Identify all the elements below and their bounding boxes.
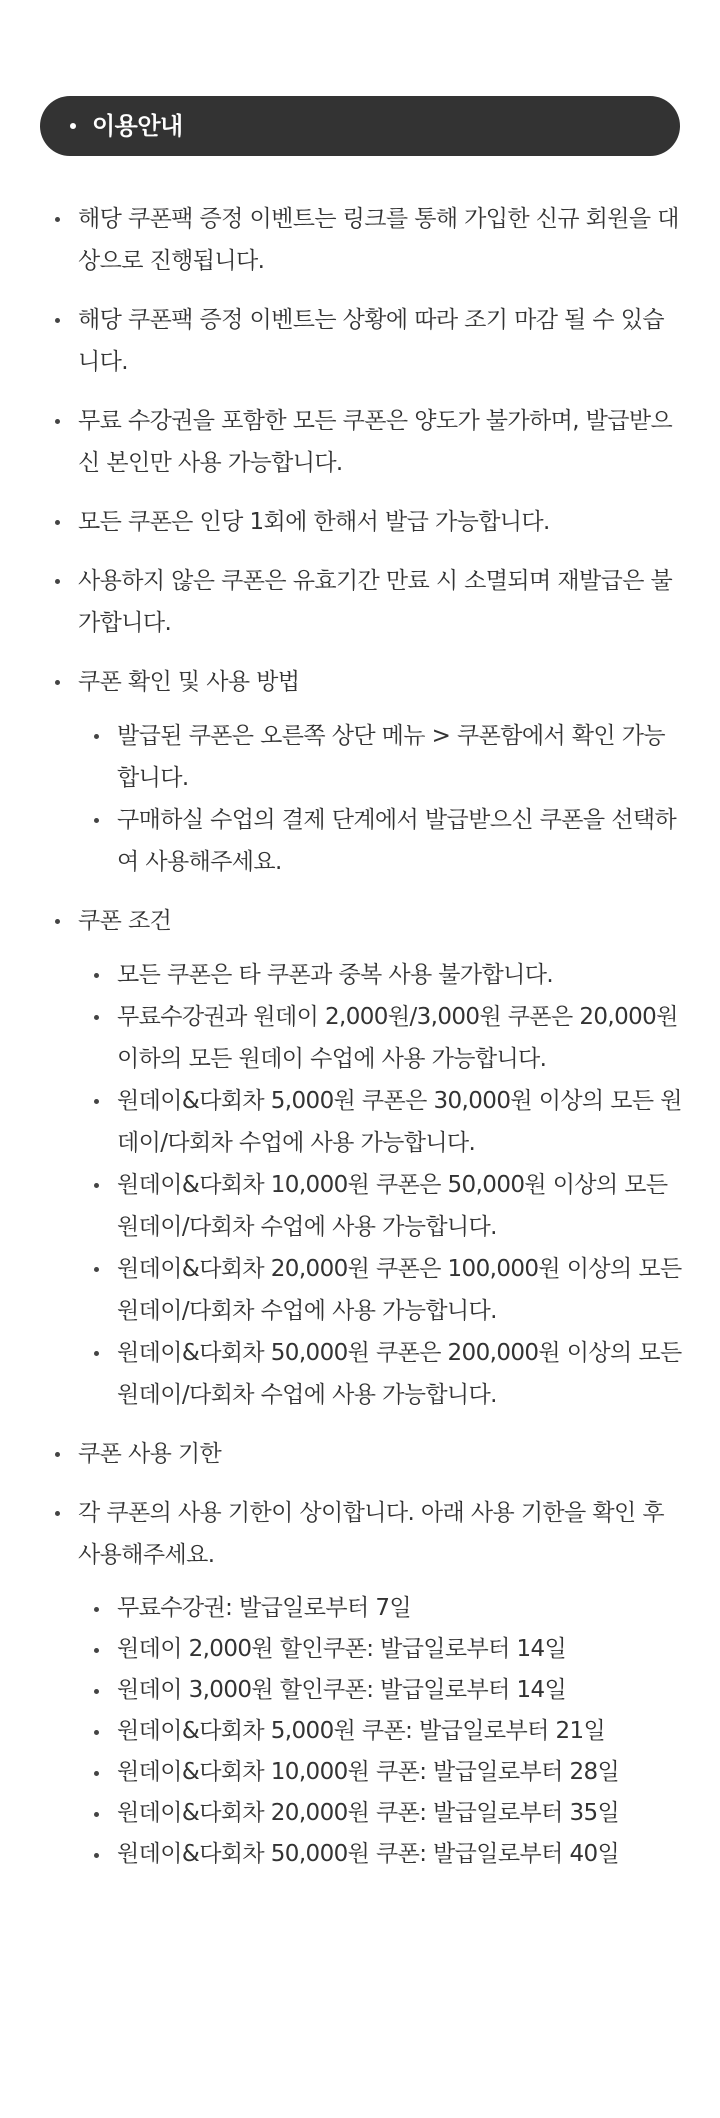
list-item-text: 무료 수강권을 포함한 모든 쿠폰은 양도가 불가하며, 발급받으신 본인만 사용 가능합니다. <box>78 408 673 476</box>
list-item-text: 쿠폰 사용 기한 <box>78 1441 222 1467</box>
list-item <box>49 299 684 383</box>
list-item-period-detail <box>49 1492 684 1875</box>
sub-list-item: 원데이&다회차 5,000원 쿠폰은 30,000원 이상의 모든 원데이/다회차 수업에 사용 가능합니다. <box>78 1080 684 1164</box>
bullet-icon <box>70 123 76 129</box>
notice-content <box>49 198 684 1892</box>
sub-list-item: 원데이&다회차 20,000원 쿠폰은 100,000원 이상의 모든 원데이/다회차 수업에 사용 가능합니다. <box>78 1248 684 1332</box>
notice-list <box>49 198 684 1875</box>
list-item-text: 쿠폰 확인 및 사용 방법 <box>78 669 300 695</box>
sub-list-item: 모든 쿠폰은 타 쿠폰과 중복 사용 불가합니다. <box>78 954 684 996</box>
list-item <box>49 400 684 484</box>
notice-title: 이용안내 <box>92 112 183 140</box>
list-item-coupon-conditions <box>49 900 684 1416</box>
sub-list-item: 원데이&다회차 20,000원 쿠폰: 발급일로부터 35일 <box>78 1793 684 1834</box>
list-item-text: 쿠폰 조건 <box>78 908 172 934</box>
notice-header <box>40 96 680 156</box>
sub-list-item: 원데이 2,000원 할인쿠폰: 발급일로부터 14일 <box>78 1629 684 1670</box>
sub-list <box>78 954 684 1416</box>
sub-list-item: 무료수강권: 발급일로부터 7일 <box>78 1588 684 1629</box>
sub-list <box>78 715 684 883</box>
list-item-text: 해당 쿠폰팩 증정 이벤트는 링크를 통해 가입한 신규 회원을 대상으로 진행됩니다. <box>78 206 679 274</box>
sub-list <box>78 1588 684 1875</box>
sub-list-item: 발급된 쿠폰은 오른쪽 상단 메뉴 > 쿠폰함에서 확인 가능합니다. <box>78 715 684 799</box>
list-item-text: 각 쿠폰의 사용 기한이 상이합니다. 아래 사용 기한을 확인 후 사용해주세요. <box>78 1500 664 1568</box>
list-item <box>49 501 684 543</box>
list-item-usage-period <box>49 1433 684 1475</box>
sub-list-item: 무료수강권과 원데이 2,000원/3,000원 쿠폰은 20,000원 이하의 모든 원데이 수업에 사용 가능합니다. <box>78 996 684 1080</box>
sub-list-item: 원데이&다회차 50,000원 쿠폰: 발급일로부터 40일 <box>78 1834 684 1875</box>
list-item-text: 해당 쿠폰팩 증정 이벤트는 상황에 따라 조기 마감 될 수 있습니다. <box>78 307 664 375</box>
list-item-usage-method <box>49 661 684 883</box>
sub-list-item: 구매하실 수업의 결제 단계에서 발급받으신 쿠폰을 선택하여 사용해주세요. <box>78 799 684 883</box>
list-item-text: 사용하지 않은 쿠폰은 유효기간 만료 시 소멸되며 재발급은 불가합니다. <box>78 568 673 636</box>
list-item-text: 모든 쿠폰은 인당 1회에 한해서 발급 가능합니다. <box>78 509 550 535</box>
sub-list-item: 원데이&다회차 10,000원 쿠폰: 발급일로부터 28일 <box>78 1752 684 1793</box>
sub-list-item: 원데이&다회차 50,000원 쿠폰은 200,000원 이상의 모든 원데이/다회차 수업에 사용 가능합니다. <box>78 1332 684 1416</box>
list-item <box>49 198 684 282</box>
sub-list-item: 원데이&다회차 10,000원 쿠폰은 50,000원 이상의 모든 원데이/다회차 수업에 사용 가능합니다. <box>78 1164 684 1248</box>
sub-list-item: 원데이&다회차 5,000원 쿠폰: 발급일로부터 21일 <box>78 1711 684 1752</box>
sub-list-item: 원데이 3,000원 할인쿠폰: 발급일로부터 14일 <box>78 1670 684 1711</box>
list-item <box>49 560 684 644</box>
